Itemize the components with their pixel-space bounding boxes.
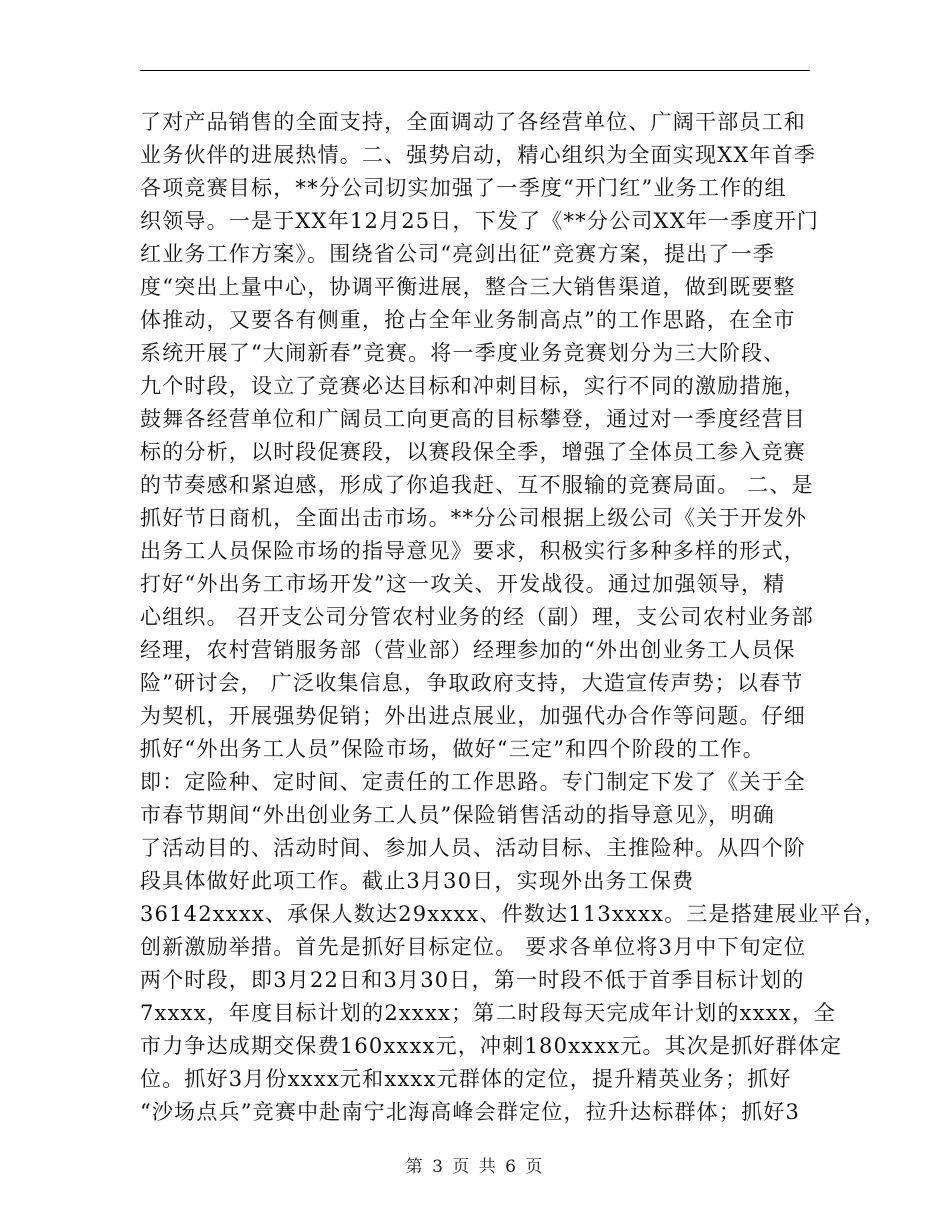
- text-line: 36142xxxx、承保人数达29xxxx、件数达113xxxx。三是搭建展业平台，: [140, 902, 887, 926]
- text-line: 的节奏感和紧迫感，形成了你追我赶、互不服输的竞赛局面。 二、是: [140, 473, 814, 497]
- text-line: 市春节期间“外出创业务工人员”保险销售活动的指导意见》，明确: [140, 803, 775, 827]
- text-line: 险”研讨会， 广泛收集信息，争取政府支持，大造宣传声势；以春节: [140, 671, 804, 695]
- text-line: 为契机，开展强势促销；外出进点展业，加强代办合作等问题。仔细: [140, 704, 806, 728]
- text-line: 出务工人员保险市场的指导意见》要求，积极实行多种多样的形式，: [140, 539, 806, 563]
- text-line: 鼓舞各经营单位和广阔员工向更高的目标攀登，通过对一季度经营目: [140, 407, 806, 431]
- text-line: 九个时段，设立了竞赛必达目标和冲刺目标，实行不同的激励措施，: [140, 374, 806, 398]
- text-line: 心组织。 召开支公司分管农村业务的经（副）理，支公司农村业务部: [140, 605, 814, 629]
- text-line: 了活动目的、活动时间、参加人员、活动目标、主推险种。从四个阶: [140, 836, 806, 860]
- text-line: 系统开展了“大闹新春”竞赛。将一季度业务竞赛划分为三大阶段、: [140, 341, 786, 365]
- text-line: 7xxxx，年度目标计划的2xxxx；第二时段每天完成年计划的xxxx，全: [140, 1001, 837, 1025]
- text-line: 各项竞赛目标，**分公司切实加强了一季度“开门红”业务工作的组: [140, 176, 787, 200]
- text-line: “沙场点兵”竞赛中赴南宁北海高峰会群定位，拉升达标群体；抓好3: [140, 1100, 801, 1124]
- page-number: 第 3 页 共 6 页: [405, 1157, 545, 1177]
- body-text: [140, 106, 887, 1129]
- text-line: 红业务工作方案》。围绕省公司“亮剑出征”竞赛方案，提出了一季: [140, 242, 775, 266]
- text-line: 位。抓好3月份xxxx元和xxxx元群体的定位，提升精英业务；抓好: [140, 1067, 792, 1091]
- text-line: 经理，农村营销服务部（营业部）经理参加的“外出创业务工人员保: [140, 638, 796, 662]
- text-line: 业务伙伴的进展热情。二、强势启动，精心组织为全面实现XX年首季: [140, 143, 817, 167]
- header-rule: [140, 70, 810, 71]
- text-line: 了对产品销售的全面支持，全面调动了各经营单位、广阔干部员工和: [140, 110, 806, 134]
- text-line: 标的分析，以时段促赛段，以赛段保全季，增强了全体员工参入竞赛: [140, 440, 806, 464]
- text-line: 抓好“外出务工人员”保险市场，做好“三定”和四个阶段的工作。: [140, 737, 765, 761]
- text-line: 创新激励举措。首先是抓好目标定位。 要求各单位将3月中下旬定位: [140, 935, 807, 959]
- text-line: 即：定险种、定时间、定责任的工作思路。专门制定下发了《关于全: [140, 770, 806, 794]
- text-line: 度“突出上量中心，协调平衡进展，整合三大销售渠道，做到既要整: [140, 275, 796, 299]
- text-line: 两个时段，即3月22日和3月30日，第一时段不低于首季目标计划的: [140, 968, 805, 992]
- text-line: 体推动，又要各有侧重，抢占全年业务制高点”的工作思路，在全市: [140, 308, 796, 332]
- text-line: 打好“外出务工市场开发”这一攻关、开发战役。通过加强领导，精: [140, 572, 786, 596]
- text-line: 段具体做好此项工作。截止3月30日，实现外出务工保费: [140, 869, 695, 893]
- text-line: 抓好节日商机，全面出击市场。**分公司根据上级公司《关于开发外: [140, 506, 808, 530]
- text-line: 织领导。一是于XX年12月25日，下发了《**分公司XX年一季度开门: [140, 209, 820, 233]
- text-line: 市力争达成期交保费160xxxx元，冲刺180xxxx元。其次是抓好群体定: [140, 1034, 843, 1058]
